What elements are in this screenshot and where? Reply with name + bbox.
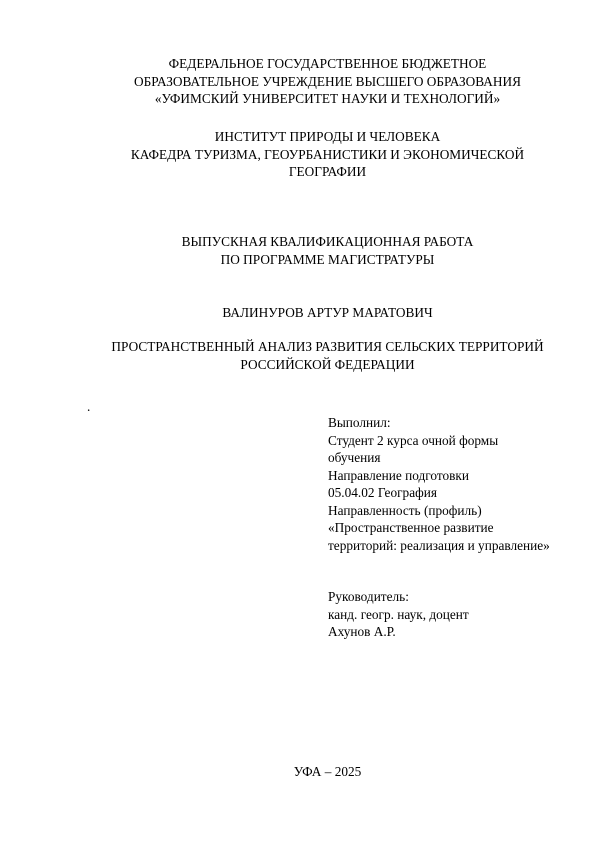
performer-line: Направление подготовки <box>328 467 469 483</box>
institute-line: ИНСТИТУТ ПРИРОДЫ И ЧЕЛОВЕКА <box>214 129 441 144</box>
university-line: «УФИМСКИЙ УНИВЕРСИТЕТ НАУКИ И ТЕХНОЛОГИЙ» <box>154 91 501 106</box>
supervisor-line: Ахунов А.Р. <box>328 624 396 639</box>
performer-line: Студент 2 курса очной формы <box>328 432 499 448</box>
university-line: ОБРАЗОВАТЕЛЬНОЕ УЧРЕЖДЕНИЕ ВЫСШЕГО ОБРАЗОВАНИЯ <box>134 73 521 89</box>
city-year <box>60 763 595 781</box>
performer-line: территорий: реализация и управление» <box>328 537 550 553</box>
supervisor-line: канд. геогр. наук, доцент <box>328 606 469 622</box>
thesis-title-line: ПРОСТРАНСТВЕННЫЙ АНАЛИЗ РАЗВИТИЯ СЕЛЬСКИХ ТЕРРИТОРИЙ <box>111 339 544 354</box>
performer-line: «Пространственное развитие <box>328 520 494 535</box>
university-line: ФЕДЕРАЛЬНОЕ ГОСУДАРСТВЕННОЕ БЮДЖЕТНОЕ <box>168 56 487 71</box>
performer-line: Выполнил: <box>328 415 391 430</box>
performer-line: обучения <box>328 450 381 465</box>
institute-department-header <box>60 128 595 181</box>
department-line: ГЕОГРАФИИ <box>288 164 367 179</box>
performer-line: 05.04.02 География <box>328 485 437 500</box>
work-type <box>60 233 595 268</box>
university-header <box>60 55 595 108</box>
work-type-line: ПО ПРОГРАММЕ МАГИСТРАТУРЫ <box>220 251 435 267</box>
thesis-title-line: РОССИЙСКОЙ ФЕДЕРАЦИИ <box>240 356 415 372</box>
supervisor-line: Руководитель: <box>328 589 409 604</box>
performer-line: Направленность (профиль) <box>328 502 482 518</box>
performer-info <box>328 414 588 554</box>
city-year-text: УФА – 2025 <box>293 764 362 779</box>
stray-mark: . <box>87 399 91 414</box>
supervisor-info <box>328 588 588 641</box>
author <box>60 304 595 322</box>
department-line: КАФЕДРА ТУРИЗМА, ГЕОУРБАНИСТИКИ И ЭКОНОМИЧЕСКОЙ <box>130 146 525 162</box>
work-type-line: ВЫПУСКНАЯ КВАЛИФИКАЦИОННАЯ РАБОТА <box>181 234 474 249</box>
author-name: ВАЛИНУРОВ АРТУР МАРАТОВИЧ <box>222 305 433 320</box>
thesis-title <box>60 338 595 373</box>
